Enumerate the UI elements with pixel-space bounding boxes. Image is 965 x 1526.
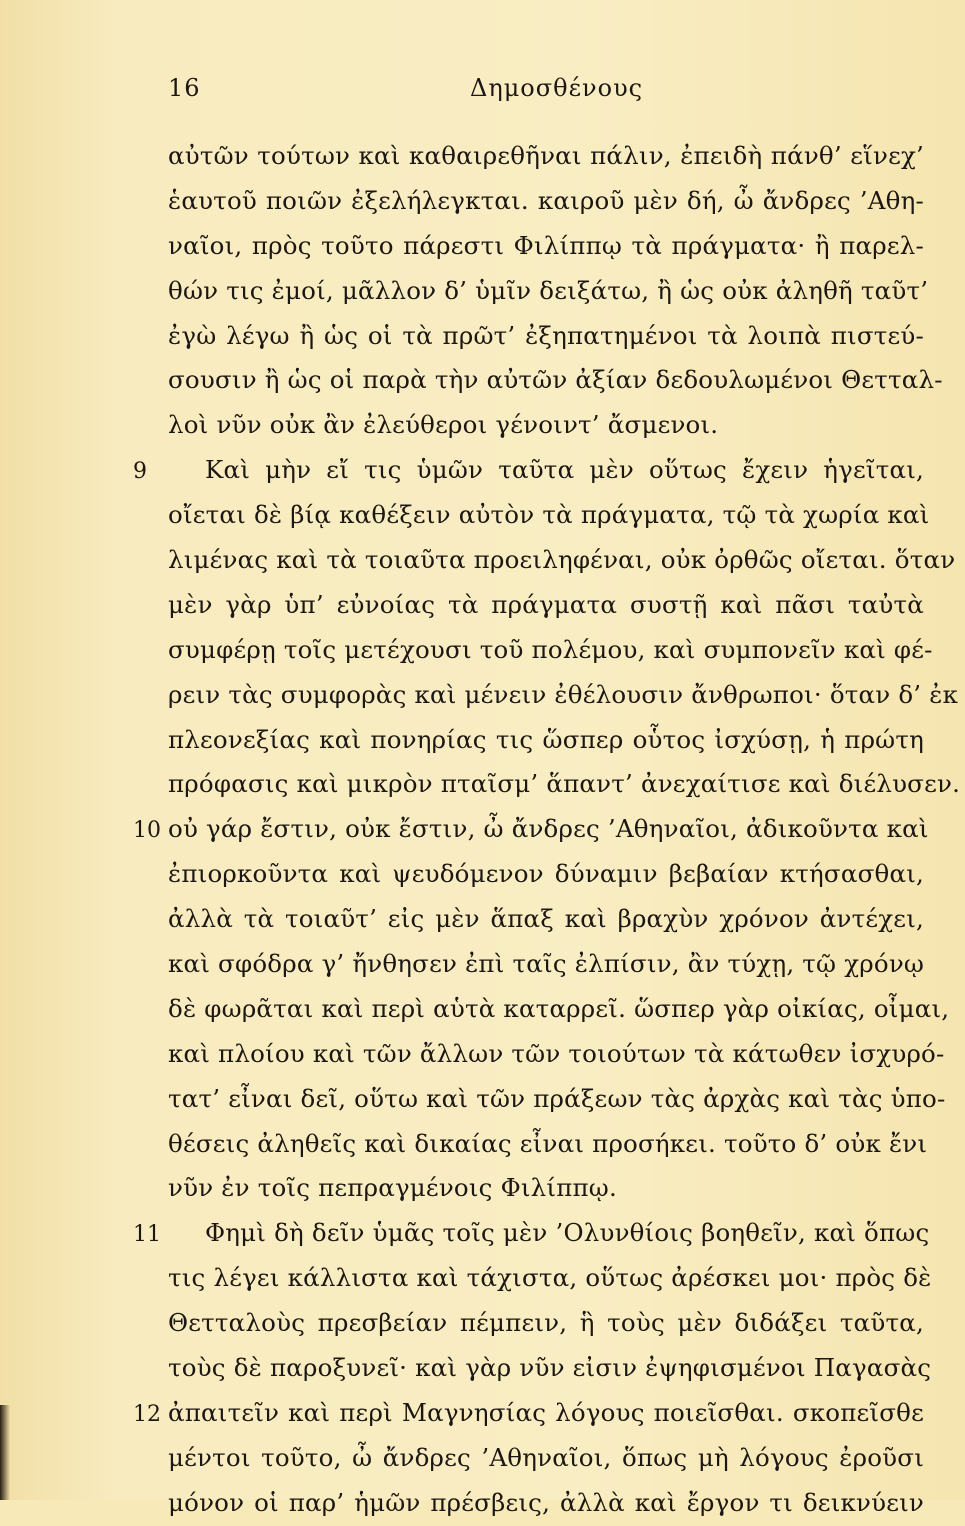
text-line <box>0 1346 965 1391</box>
line-text: οἴεται δὲ βίᾳ καθέξειν αὐτὸν τὰ πράγματα, τῷ τὰ χωρία καὶ <box>168 500 930 530</box>
section-number: 9 <box>133 459 147 485</box>
text-line <box>0 1211 965 1256</box>
text-line <box>0 1122 965 1167</box>
text-line <box>0 1032 965 1077</box>
line-text: ἑαυτοῦ ποιῶν ἐξελήλεγκται. καιροῦ μὲν δή, ὦ ἄνδρες ’Αθη- <box>168 185 924 215</box>
text-line <box>0 1436 965 1481</box>
text-line <box>0 1166 965 1211</box>
line-text: μὲν γὰρ ὑπ’ εὐνοίας τὰ πράγματα συστῇ καὶ πᾶσι ταὐτὰ <box>168 589 924 619</box>
running-title: Δημοσθένους <box>470 74 644 102</box>
line-text: τοὺς δὲ παροξυνεῖ· καὶ γὰρ νῦν εἰσιν ἐψηφισμένοι Παγασὰς <box>168 1353 932 1383</box>
text-line <box>0 448 965 493</box>
text-line <box>0 987 965 1032</box>
page-header <box>0 70 965 110</box>
line-text: νῦν ἐν τοῖς πεπραγμένοις Φιλίππῳ. <box>168 1173 617 1203</box>
line-text: Καὶ μὴν εἴ τις ὑμῶν ταῦτα μὲν οὕτως ἔχειν ἡγεῖται, <box>205 455 924 485</box>
text-line <box>0 224 965 269</box>
text-line <box>0 134 965 179</box>
text-line <box>0 897 965 942</box>
line-text: Θετταλοὺς πρεσβείαν πέμπειν, ἣ τοὺς μὲν διδάξει ταῦτα, <box>168 1308 924 1338</box>
section-number: 12 <box>133 1401 161 1427</box>
text-line <box>0 538 965 583</box>
line-text: λιμένας καὶ τὰ τοιαῦτα προειληφέναι, οὐκ ὀρθῶς οἴεται. ὅταν <box>168 545 956 575</box>
text-line <box>0 583 965 628</box>
text-line <box>0 673 965 718</box>
text-line <box>0 179 965 224</box>
line-text: Φημὶ δὴ δεῖν ὑμᾶς τοῖς μὲν ’Ολυνθίοις βοηθεῖν, καὶ ὅπως <box>205 1218 930 1248</box>
text-line <box>0 1077 965 1122</box>
text-line <box>0 1301 965 1346</box>
line-text: μόνον οἱ παρ’ ἡμῶν πρέσβεις, ἀλλὰ καὶ ἔργον τι δεικνύειν <box>168 1487 924 1517</box>
line-text: θέσεις ἀληθεῖς καὶ δικαίας εἶναι προσήκει. τοῦτο δ’ οὐκ ἔνι <box>168 1128 928 1158</box>
line-text: πλεονεξίας καὶ πονηρίας τις ὥσπερ οὗτος ἰσχύσῃ, ἡ πρώτη <box>168 724 924 754</box>
line-text: τατ’ εἶναι δεῖ, οὕτω καὶ τῶν πράξεων τὰς ἀρχὰς καὶ τὰς ὑπο- <box>168 1083 946 1113</box>
section-number: 11 <box>133 1222 161 1248</box>
body-text <box>0 134 965 1526</box>
line-text: δὲ φωρᾶται καὶ περὶ αὑτὰ καταρρεῖ. ὥσπερ γὰρ οἰκίας, οἶμαι, <box>168 993 950 1023</box>
text-line <box>0 1481 965 1526</box>
text-line <box>0 493 965 538</box>
line-text: συμφέρῃ τοῖς μετέχουσι τοῦ πολέμου, καὶ συμπονεῖν καὶ φέ- <box>168 634 933 664</box>
text-line <box>0 762 965 807</box>
section-number: 10 <box>133 818 161 844</box>
text-line <box>0 1256 965 1301</box>
line-text: καὶ πλοίου καὶ τῶν ἄλλων τῶν τοιούτων τὰ κάτωθεν ἰσχυρό- <box>168 1038 945 1068</box>
text-line <box>0 269 965 314</box>
text-line <box>0 1391 965 1436</box>
text-line <box>0 852 965 897</box>
text-line <box>0 403 965 448</box>
line-text: ναῖοι, πρὸς τοῦτο πάρεστι Φιλίππῳ τὰ πράγματα· ἢ παρελ- <box>168 230 924 260</box>
line-text: οὐ γάρ ἔστιν, οὐκ ἔστιν, ὦ ἄνδρες ’Αθηναῖοι, ἀδικοῦντα καὶ <box>168 814 929 844</box>
text-line <box>0 718 965 763</box>
line-text: ἀπαιτεῖν καὶ περὶ Μαγνησίας λόγους ποιεῖσθαι. σκοπεῖσθε <box>168 1397 924 1427</box>
line-text: σουσιν ἢ ὡς οἱ παρὰ τὴν αὐτῶν ἀξίαν δεδουλωμένοι Θετταλ- <box>168 365 943 395</box>
text-line <box>0 314 965 359</box>
line-text: μέντοι τοῦτο, ὦ ἄνδρες ’Αθηναῖοι, ὅπως μὴ λόγους ἐροῦσι <box>168 1442 924 1472</box>
line-text: θών τις ἐμοί, μᾶλλον δ’ ὑμῖν δειξάτω, ἢ ὡς οὐκ ἀληθῆ ταῦτ’ <box>168 275 929 305</box>
text-line <box>0 942 965 987</box>
line-text: αὐτῶν τούτων καὶ καθαιρεθῆναι πάλιν, ἐπειδὴ πάνθ’ εἵνεχ’ <box>168 141 924 170</box>
line-text: πρόφασις καὶ μικρὸν πταῖσμ’ ἅπαντ’ ἀνεχαίτισε καὶ διέλυσεν. <box>168 769 961 799</box>
line-text: ἐπιορκοῦντα καὶ ψευδόμενον δύναμιν βεβαίαν κτήσασθαι, <box>168 859 924 889</box>
line-text: τις λέγει κάλλιστα καὶ τάχιστα, οὕτως ἀρέσκει μοι· πρὸς δὲ <box>168 1263 932 1293</box>
page-number: 16 <box>168 74 201 102</box>
line-text: ρειν τὰς συμφορὰς καὶ μένειν ἐθέλουσιν ἄνθρωποι· ὅταν δ’ ἐκ <box>168 679 959 709</box>
line-text: ἀλλὰ τὰ τοιαῦτ’ εἰς μὲν ἅπαξ καὶ βραχὺν χρόνον ἀντέχει, <box>168 904 924 934</box>
text-line <box>0 807 965 852</box>
text-line <box>0 628 965 673</box>
line-text: ἐγὼ λέγω ἢ ὡς οἱ τὰ πρῶτ’ ἐξηπατημένοι τὰ λοιπὰ πιστεύ- <box>168 320 924 350</box>
line-text: λοὶ νῦν οὐκ ἂν ἐλεύθεροι γένοιντ’ ἄσμενοι. <box>168 410 719 440</box>
text-line <box>0 358 965 403</box>
line-text: καὶ σφόδρα γ’ ἤνθησεν ἐπὶ ταῖς ἐλπίσιν, ἂν τύχῃ, τῷ χρόνῳ <box>168 949 925 979</box>
